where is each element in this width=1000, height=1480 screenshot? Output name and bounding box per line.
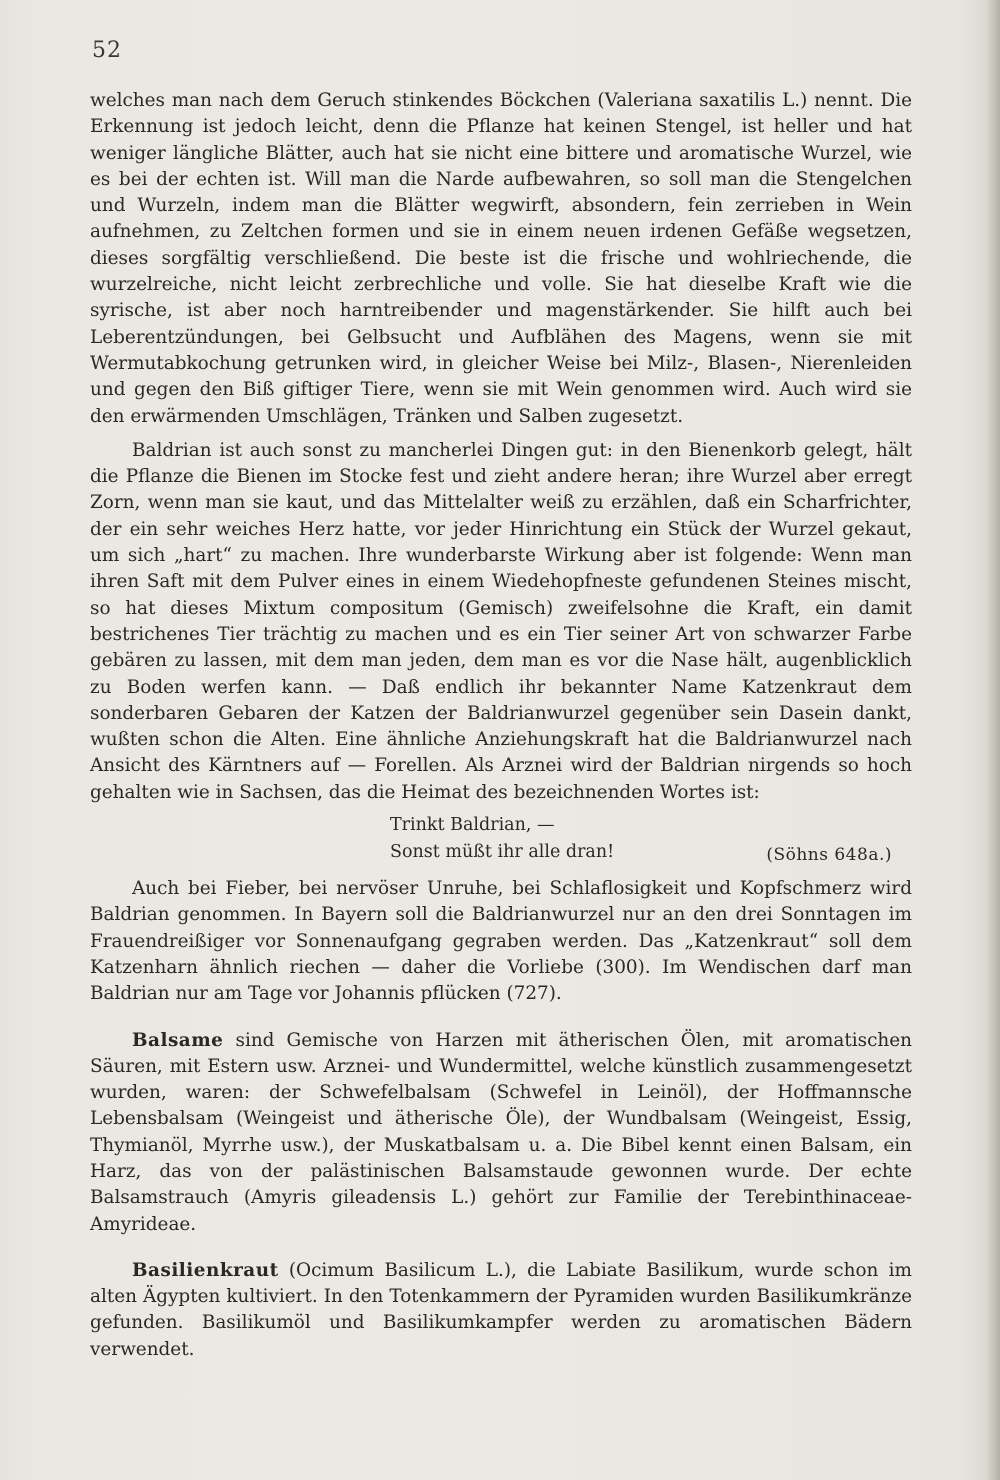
entry-keyword-balsame: Balsame — [132, 1029, 224, 1051]
spacer — [90, 1008, 912, 1028]
spacer — [90, 430, 912, 438]
verse-line-1: Trinkt Baldrian, — — [390, 815, 555, 836]
verse-line-2: Sonst müßt ihr alle dran! — [390, 842, 615, 863]
verse-source: (Söhns 648a.) — [766, 845, 892, 866]
page-shadow-edge — [986, 0, 1000, 1480]
paragraph-basilienkraut — [90, 1258, 912, 1363]
entry-text-basilienkraut: (Ocimum Basilicum L.), die Labiate Basilikum, wurde schon im alten Ägypten kultiviert. In den Totenkammern der Pyramiden wurden Basilikumkränze gefunden. Basilikumöl und Basilikumkampfer werden zu aromatischen Bädern verwendet. — [90, 1259, 912, 1360]
verse-quote — [90, 812, 912, 872]
entry-keyword-basilienkraut: Basilienkraut — [132, 1259, 279, 1281]
paragraph-balsame — [90, 1028, 912, 1238]
entry-text-balsame: sind Gemische von Harzen mit ätherischen Ölen, mit aromatischen Säuren, mit Estern usw. Arznei- und Wundermittel, welche künstlich zusammengesetzt wurden, waren: der Schwefelbalsam (Schwefel in Leinöl), der Hoffmannsche Lebensbalsam (Weingeist und ätherische Öle), der Wundbalsam (Weingeist, Essig, Thymianöl, Myrrhe usw.), der Muskatbalsam u. a. Die Bibel kennt einen Balsam, ein Harz, das von der palästinischen Balsamstaude gewonnen wurde. Der echte Balsamstrauch (Amyris gileadensis L.) gehört zur Familie der Terebinthinaceae-Amyrideae. — [90, 1029, 912, 1235]
paragraph-narde: welches man nach dem Geruch stinkendes Böckchen (Valeriana saxatilis L.) nennt. Die Erkennung ist jedoch leicht, denn die Pflanze hat keinen Stengel, ist heller und hat weniger längliche Blätter, auch hat sie nicht eine bittere und aromatische Wurzel, wie es bei der echten ist. Will man die Narde aufbewahren, so soll man die Stengelchen und Wurzeln, indem man die Blätter wegwirft, absondern, fein zerrieben in Wein aufnehmen, zu Zeltchen formen und sie in einem neuen irdenen Gefäße wegsetzen, dieses sorgfältig verschließend. Die beste ist die frische und wohlriechende, die wurzelreiche, nicht leicht zerbrechliche und volle. Sie hat dieselbe Kraft wie die syrische, ist aber noch harntreibender und magenstärkender. Sie hilft auch bei Leberentzündungen, bei Gelbsucht und Aufblähen des Magens, wenn sie mit Wermutabkochung getrunken wird, in gleicher Weise bei Milz-, Blasen-, Nierenleiden und gegen den Biß giftiger Tiere, wenn sie mit Wein genommen wird. Auch wird sie den erwärmenden Umschlägen, Tränken und Salben zugesetzt. — [90, 90, 912, 427]
paragraph-baldrian: Baldrian ist auch sonst zu mancherlei Dingen gut: in den Bienenkorb gelegt, hält die Pflanze die Bienen im Stocke fest und zieht andere heran; ihre Wurzel aber erregt Zorn, wenn man sie kaut, und das Mittelalter weiß zu erzählen, daß ein Scharfrichter, der ein sehr weiches Herz hatte, vor jeder Hinrichtung ein Stück der Wurzel gekaut, um sich „hart“ zu machen. Ihre wunderbarste Wirkung aber ist folgende: Wenn man ihren Saft mit dem Pulver eines in einem Wiedehopfneste gefundenen Steines mischt, so hat dieses Mixtum compositum (Gemisch) zweifelsohne die Kraft, ein damit bestrichenes Tier trächtig zu machen und es ein Tier seiner Art von schwarzer Farbe gebären zu lassen, mit dem man jeden, dem man es vor die Nase hält, augenblicklich zu Boden werfen kann. — Daß endlich ihr bekannter Name Katzenkraut dem sonderbaren Gebaren der Katzen der Baldrianwurzel gegenüber sein Dasein dankt, wußten schon die Alten. Eine ähnliche Anziehungskraft hat die Baldrianwurzel nach Ansicht des Kärntners auf — Forellen. Als Arznei wird der Baldrian nirgends so hoch gehalten wie in Sachsen, das die Heimat des bezeichnenden Wortes ist: — [90, 439, 912, 803]
spacer — [90, 1238, 912, 1258]
page-number: 52 — [92, 38, 122, 63]
paragraph-baldrian-fieber: Auch bei Fieber, bei nervöser Unruhe, bei Schlaflosigkeit und Kopfschmerz wird Baldrian genommen. In Bayern soll die Baldrianwurzel nur an den drei Sonntagen im Frauendreißiger vor Sonnenaufgang gegraben werden. Das „Katzenkraut“ soll dem Katzenharn ähnlich riechen — daher die Vorliebe (300). Im Wendischen darf man Baldrian nur am Tage vor Johannis pflücken (727). — [90, 878, 912, 1005]
page-body — [90, 88, 912, 1363]
